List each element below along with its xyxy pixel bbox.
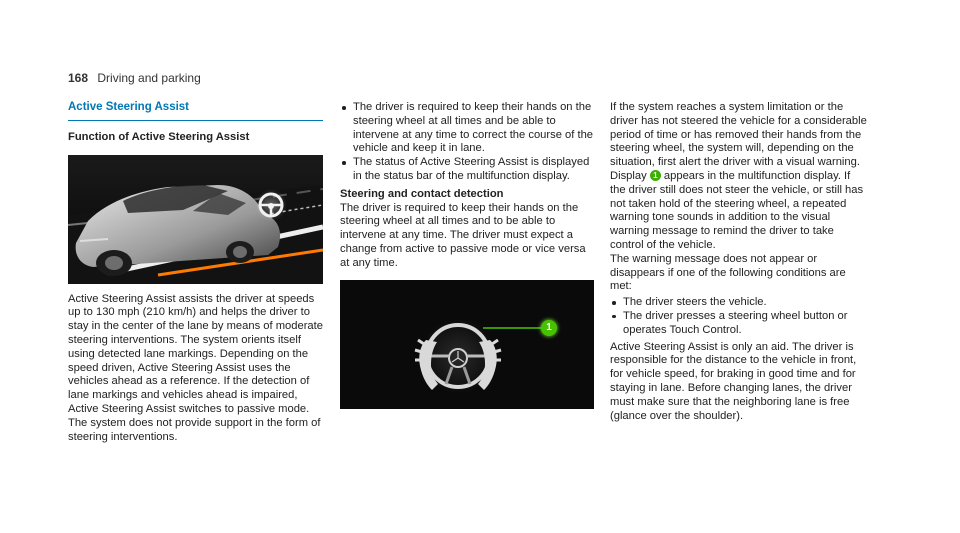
contact-detection-paragraph: The driver is required to keep their hands on the steering wheel at all times and to be able to intervene at any time. The driver must expect a change from active to passive mode or vice versa at any time.: [340, 201, 586, 269]
conditions-paragraph: The warning message does not appear or disappears if one of the following conditions are met:: [610, 252, 846, 293]
subsection-title: Function of Active Steering Assist: [68, 130, 250, 143]
contact-detection-heading: Steering and contact detection: [340, 187, 504, 200]
page-number: 168: [68, 71, 89, 85]
description-paragraph: Active Steering Assist assists the driver at speeds up to 130 mph (210 km/h) and helps the driver to stay in the center of the lane by means of moderate steering interventions. The system orients itself using detected lane markings. Depending on the speed driven, Active Steering Assist uses the vehicles ahead as a reference. If the detection of lane markings and vehicles ahead is impaired, Active Steering Assist switches to passive mode. The system does not provide support in the form of steering interventions.: [68, 292, 323, 443]
list-item: The driver presses a steering wheel button or operates Touch Control.: [610, 310, 868, 338]
column-3: [610, 101, 868, 423]
list-item: The status of Active Steering Assist is displayed in the status bar of the multifunction display.: [340, 156, 596, 184]
responsibility-paragraph: Active Steering Assist is only an aid. The driver is responsible for the distance to the vehicle in front, for vehicle speed, for braking in good time and for staying in lane. Before changing lanes, the driver must make sure that the neighboring lane is free (glance over the shoulder).: [610, 340, 857, 422]
list-item: The driver steers the vehicle.: [610, 296, 868, 310]
display-callout-1: 1: [650, 170, 661, 181]
column-1: [68, 101, 323, 444]
hands-on-wheel-illustration: [340, 280, 594, 409]
warning-text-part-1: If the system reaches a system limitation or the driver has not steered the vehicle for a considerable period of time or has removed their hands from the steering wheel, the system will, depending on the situation, first alert the driver with a visual warning. Display: [610, 101, 867, 182]
page-header: [68, 71, 201, 85]
list-item: The driver is required to keep their hands on the steering wheel at all times and be able to intervene at any time to correct the course of the vehicle and keep it in lane.: [340, 101, 596, 156]
warning-text-part-2: appears in the multifunction display. If the driver still does not steer the vehicle, or still has not taken hold of the steering wheel, a repeated warning tone sounds in addition to the visual warning message to remind the driver to take control of the vehicle.: [610, 169, 864, 251]
car-illustration: [68, 155, 323, 284]
section-title: Active Steering Assist: [68, 101, 323, 121]
car-illustration-svg: [68, 155, 323, 284]
warning-paragraph: [610, 101, 868, 253]
column-2: [340, 101, 596, 409]
info-bullet-list: [340, 101, 596, 184]
figure-callout-1: 1: [541, 320, 557, 336]
conditions-bullet-list: [610, 296, 868, 337]
steering-wheel-icon: [255, 189, 287, 221]
hands-on-wheel-svg: [340, 280, 594, 409]
section-name: Driving and parking: [97, 71, 201, 85]
